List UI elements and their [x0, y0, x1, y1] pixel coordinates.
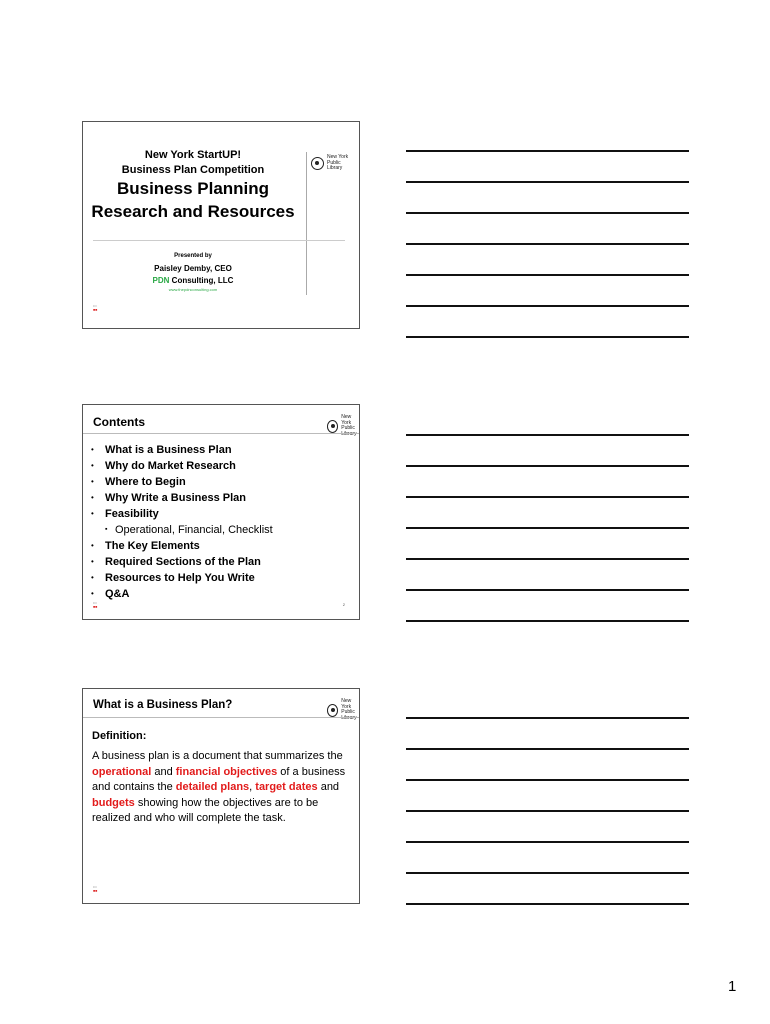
page-number: 1 [728, 978, 737, 995]
definition-segment: , [249, 781, 256, 793]
pdn-mark: PDN [152, 276, 170, 285]
lion-icon [327, 420, 338, 433]
logo-text: New York Public [341, 698, 355, 715]
contents-item-label: Feasibility [105, 508, 159, 520]
company-name: PDN Consulting, LLC [152, 276, 234, 285]
definition-segment: A business plan is a document that summarizes the [92, 750, 343, 762]
slide-1-thumbnail [82, 121, 360, 329]
bullet-icon: • [91, 477, 94, 486]
contents-item [91, 442, 273, 458]
highlighted-term: financial objectives [175, 765, 278, 778]
slide3-title: What is a Business Plan? [93, 699, 233, 711]
contents-list [91, 442, 273, 602]
slide1-header [83, 148, 303, 178]
title-line-2: Research and Resources [91, 202, 295, 221]
slide-2-thumbnail [82, 404, 360, 620]
contents-item [91, 538, 273, 554]
highlighted-term: operational [92, 765, 152, 778]
divider-horizontal [93, 240, 345, 241]
contents-item [91, 474, 273, 490]
presented-by: Presented by [174, 253, 212, 259]
highlighted-term: detailed plans [175, 781, 250, 793]
slide-number: 2 [342, 602, 345, 607]
definition-segment: and [317, 781, 340, 793]
contents-item-label: Resources to Help You Write [105, 572, 255, 584]
logo-text: New York Public [341, 414, 355, 431]
bullet-icon: • [91, 461, 94, 470]
contents-item-label: What is a Business Plan [105, 444, 232, 456]
bullet-icon: • [91, 541, 94, 550]
highlighted-term: budgets [92, 796, 135, 809]
contents-item-label: Why do Market Research [105, 460, 236, 472]
slide-3-thumbnail [82, 688, 360, 904]
nypl-logo [311, 155, 348, 172]
definition-segment: showing how the objectives are to be realized and who will complete the task. [92, 796, 319, 824]
bullet-icon: • [91, 445, 94, 454]
contents-item [91, 554, 273, 570]
divider-vertical [306, 152, 307, 295]
corner-logo: ••• ■■ [93, 601, 98, 609]
title-divider [83, 717, 359, 718]
contents-item-label: The Key Elements [105, 540, 200, 552]
definition-label: Definition: [92, 730, 147, 742]
title-line-1: Business Planning [116, 179, 270, 198]
contents-item-label: Q&A [105, 588, 130, 600]
contents-item [91, 586, 273, 602]
contents-item [91, 458, 273, 474]
company-url: www.thepdnconsulting.com [168, 287, 218, 292]
contents-item-label: Operational, Financial, Checklist [115, 524, 273, 536]
bullet-icon: • [91, 589, 94, 598]
bullet-icon: • [91, 573, 94, 582]
contents-item [91, 506, 273, 522]
contents-item-label: Where to Begin [105, 476, 186, 488]
bullet-icon: • [91, 557, 94, 566]
lion-icon [311, 157, 324, 170]
event-subtitle: Business Plan Competition [121, 164, 265, 176]
definition-segment: and [151, 765, 176, 778]
slide1-title [83, 177, 303, 223]
corner-logo: ••• ■■ [93, 885, 98, 893]
contents-subitem [91, 522, 273, 538]
definition-segment: of a business and contains the [92, 765, 346, 793]
contents-item-label: Required Sections of the Plan [105, 556, 261, 568]
bullet-icon: • [91, 493, 94, 502]
bullet-icon: • [91, 509, 94, 518]
contents-item [91, 490, 273, 506]
bullet-icon: ▪ [105, 526, 108, 533]
highlighted-term: target dates [255, 781, 318, 793]
contents-item [91, 570, 273, 586]
contents-item-label: Why Write a Business Plan [105, 492, 247, 504]
slide2-title: Contents [93, 415, 145, 429]
title-divider [83, 433, 359, 434]
definition-text [92, 749, 354, 827]
event-name: New York StartUP! [144, 149, 242, 161]
lion-icon [327, 704, 338, 717]
corner-logo: ••• ■■ [93, 304, 98, 312]
logo-text: New York Public Library [327, 154, 349, 171]
presenter-name: Paisley Demby, CEO [154, 264, 232, 273]
